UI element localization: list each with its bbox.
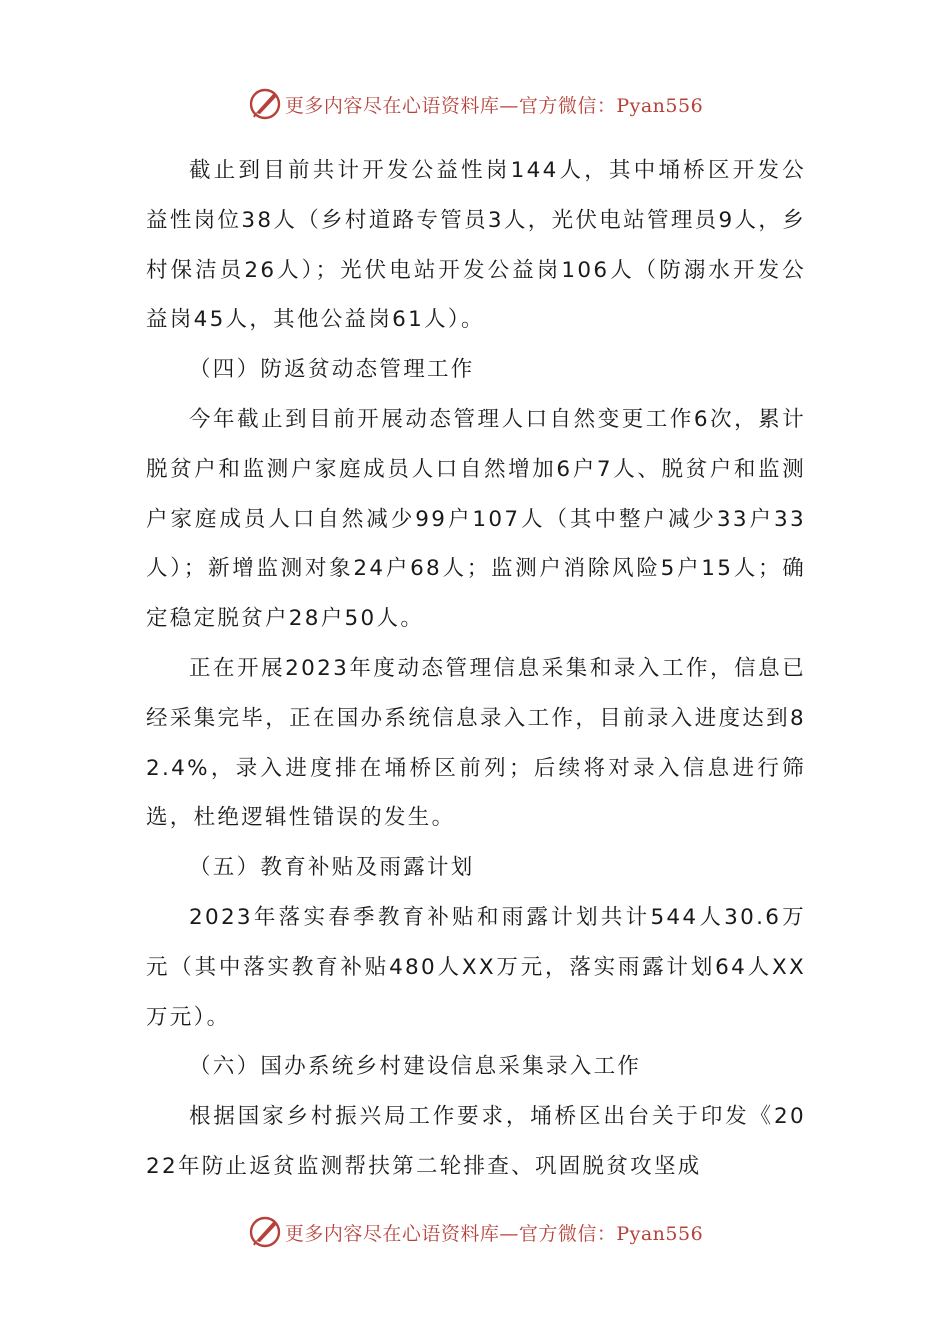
quill-pen-in-circle-icon: [247, 86, 283, 122]
paragraph-dynamic-management: 今年截止到目前开展动态管理人口自然变更工作6次，累计脱贫户和监测户家庭成员人口自然增加6户7人、脱贫户和监测户家庭成员人口自然减少99户107人（其中整户减少33户33人）；新增监测对象24户68人；监测户消除风险5户15人；确定稳定脱贫户28户50人。: [146, 406, 806, 632]
watermark-banner-bottom: [0, 1212, 950, 1252]
paragraph-public-posts: 截止到目前共计开发公益性岗144人，其中埇桥区开发公益性岗位38人（乡村道路专管员3人，光伏电站管理员9人，乡村保洁员26人）；光伏电站开发公益岗106人（防溺水开发公益岗45人，其他公益岗61人）。: [146, 158, 806, 333]
section-heading-5: （五）教育补贴及雨露计划: [189, 855, 475, 881]
watermark-banner-top: [0, 84, 950, 124]
quill-pen-in-circle-icon: [247, 1214, 283, 1250]
paragraph-info-collection: 正在开展2023年度动态管理信息采集和录入工作，信息已经采集完毕，正在国办系统信息录入工作，目前录入进度达到82.4%，录入进度排在埇桥区前列；后续将对录入信息进行筛选，杜绝逻辑性错误的发生。: [146, 655, 806, 831]
section-heading-6: （六）国办系统乡村建设信息采集录入工作: [189, 1054, 642, 1080]
paragraph-rural-construction: 根据国家乡村振兴局工作要求，埇桥区出台关于印发《2022年防止返贫监测帮扶第二轮排查、巩固脱贫攻坚成: [146, 1104, 806, 1179]
watermark-text: 更多内容尽在心语资料库—官方微信：Pyan556: [284, 94, 704, 117]
section-heading-4: （四）防返贫动态管理工作: [189, 357, 475, 383]
watermark-text: 更多内容尽在心语资料库—官方微信：Pyan556: [284, 1222, 704, 1245]
paragraph-education-subsidy: 2023年落实春季教育补贴和雨露计划共计544人30.6万元（其中落实教育补贴480人XX万元，落实雨露计划64人XX万元）。: [146, 904, 806, 1030]
document-body: [146, 146, 806, 1192]
